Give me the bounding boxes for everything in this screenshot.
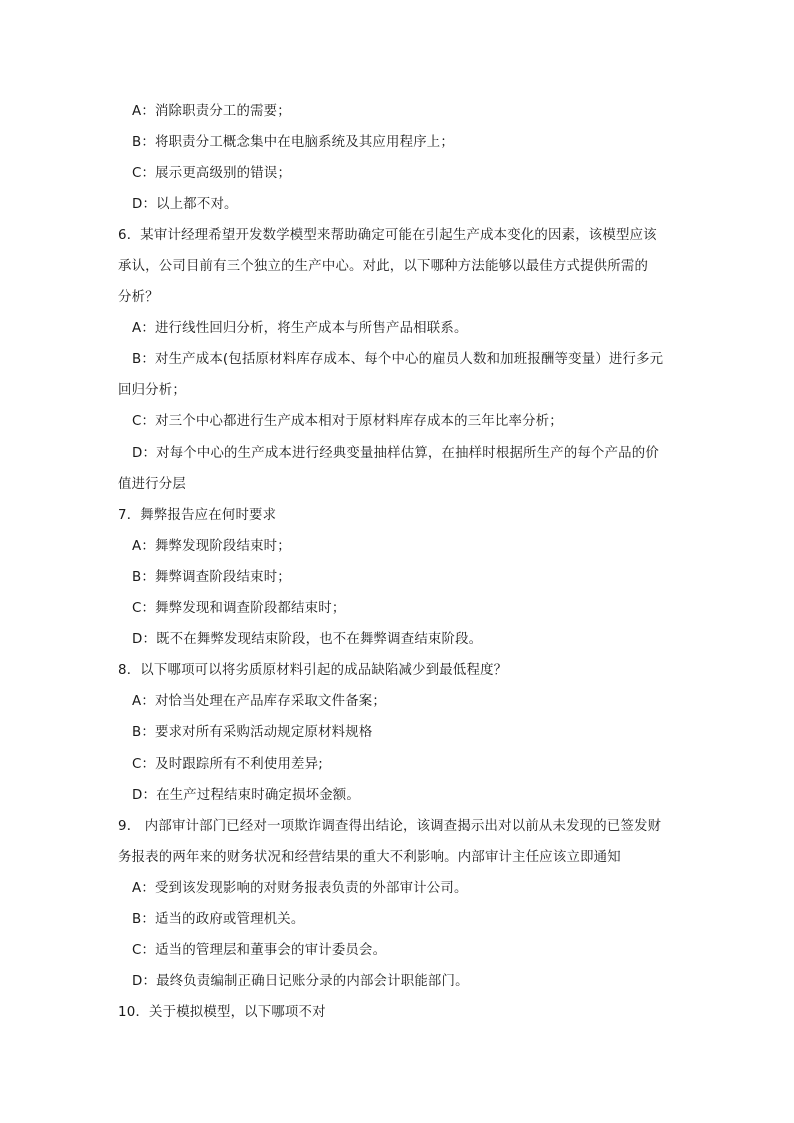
option-b-q5: B：将职责分工概念集中在电脑系统及其应用程序上；	[132, 135, 454, 150]
option-a-q8: A：对恰当处理在产品库存采取文件备案；	[132, 694, 386, 709]
option-a-q5: A：消除职责分工的需要；	[132, 104, 291, 119]
option-d-q5: D：以上都不对。	[132, 197, 238, 212]
option-c-q6: C：对三个中心都进行生产成本相对于原材料库存成本的三年比率分析；	[132, 414, 563, 429]
option-a-q7: A：舞弊发现阶段结束时；	[132, 539, 291, 554]
option-d-q8: D：在生产过程结束时确定损坏金额。	[132, 788, 360, 803]
question-7: 7．舞弊报告应在何时要求	[118, 508, 277, 523]
question-9: 9． 内部审计部门已经对一项欺诈调查得出结论，该调查揭示出对以前从未发现的已签发财	[118, 819, 662, 834]
option-b-q6: B：对生产成本(包括原材料库存成本、每个中心的雇员人数和加班报酬等变量）进行多元	[132, 352, 664, 367]
option-b-q8: B：要求对所有采购活动规定原材料规格	[132, 725, 373, 740]
option-c-q8: C：及时跟踪所有不利使用差异;	[132, 757, 323, 772]
option-c-q9: C：适当的管理层和董事会的审计委员会。	[132, 943, 387, 958]
question-6: 6．某审计经理希望开发数学模型来帮助确定可能在引起生产成本变化的因素，该模型应该	[118, 228, 657, 243]
question-8: 8．以下哪项可以将劣质原材料引起的成品缺陷减少到最低程度？	[118, 663, 508, 678]
option-c-q5: C：展示更高级别的错误；	[132, 166, 292, 181]
option-a-q6: A：进行线性回归分析，将生产成本与所售产品相联系。	[132, 321, 468, 336]
question-9-continuation: 务报表的两年来的财务状况和经营结果的重大不利影响。内部审计主任应该立即通知	[118, 850, 621, 865]
option-d-q6: D：对每个中心的生产成本进行经典变量抽样估算，在抽样时根据所生产的每个产品的价	[132, 446, 659, 461]
option-b-q7: B：舞弊调查阶段结束时；	[132, 570, 291, 585]
question-10: 10．关于模拟模型，以下哪项不对	[118, 1005, 326, 1020]
option-d-q9: D：最终负责编制正确日记账分录的内部会计职能部门。	[132, 974, 469, 989]
option-d-q7: D：既不在舞弊发现结束阶段，也不在舞弊调查结束阶段。	[132, 632, 483, 647]
option-d-q6-continuation: 值进行分层	[118, 477, 186, 492]
option-a-q9: A：受到该发现影响的对财务报表负责的外部审计公司。	[132, 881, 468, 896]
option-b-q9: B：适当的政府或管理机关。	[132, 912, 305, 927]
question-6-continuation: 分析？	[118, 290, 159, 305]
option-b-q6-continuation: 回归分析；	[118, 383, 186, 398]
option-c-q7: C：舞弊发现和调查阶段都结束时；	[132, 601, 346, 616]
question-6-continuation: 承认，公司目前有三个独立的生产中心。对此，以下哪种方法能够以最佳方式提供所需的	[118, 259, 649, 274]
